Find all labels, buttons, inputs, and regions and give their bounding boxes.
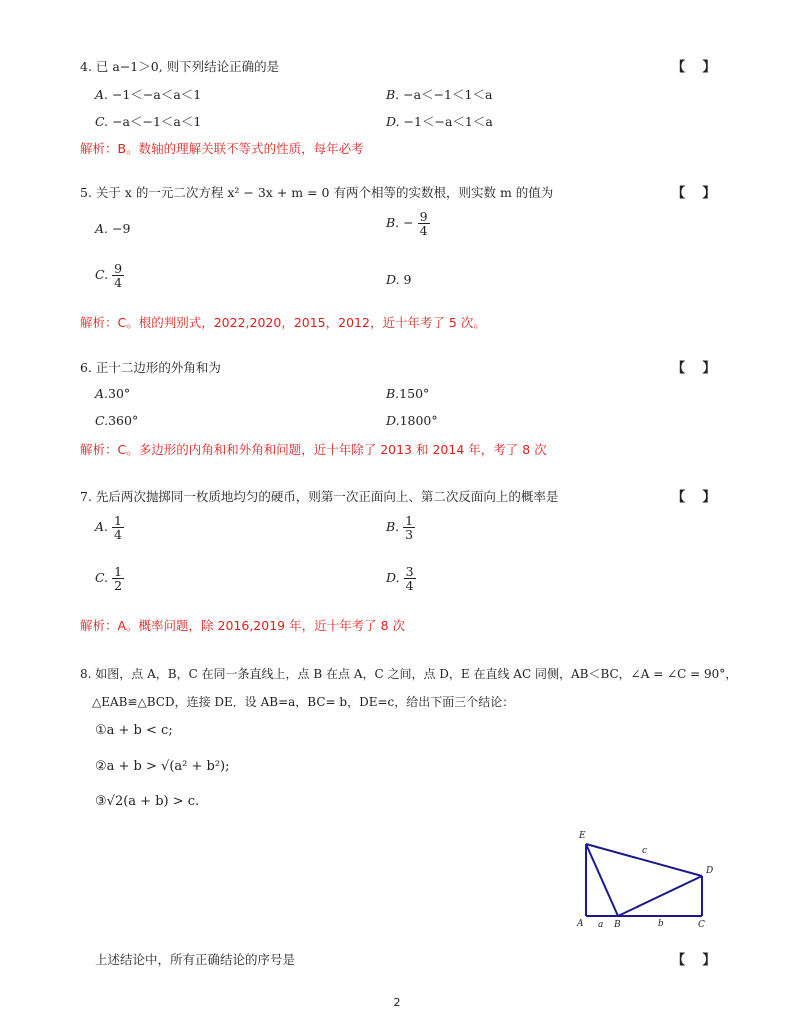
label-b: B <box>614 920 621 930</box>
option-label: C. <box>95 114 109 129</box>
q8-conclusion-1: ①a + b < c; <box>95 723 173 738</box>
option-label: C. <box>95 570 109 586</box>
fraction <box>403 514 415 541</box>
fraction-denominator: 4 <box>114 527 122 543</box>
fraction-numerator: 1 <box>114 513 122 528</box>
option-label: A. <box>95 519 109 535</box>
fraction-denominator: 4 <box>419 223 428 239</box>
q5-option-a[interactable] <box>95 221 130 236</box>
option-label: D. <box>386 272 400 287</box>
fraction <box>404 565 416 592</box>
line-bd <box>618 876 702 916</box>
label-a: A <box>577 919 584 929</box>
fraction <box>418 210 430 237</box>
q8-question: 上述结论中，所有正确结论的序号是 <box>95 952 296 967</box>
q7-option-a[interactable] <box>95 514 124 541</box>
q7-analysis: 解析：A。概率问题，除 2016,2019 年，近十年考了 8 次 <box>80 618 405 633</box>
option-text: 9 <box>403 272 412 287</box>
fraction-numerator: 9 <box>114 261 123 276</box>
fraction <box>112 565 124 592</box>
q6-answer-bracket[interactable]: 【 】 <box>672 361 716 376</box>
fraction-numerator: 1 <box>114 564 123 579</box>
q6-stem: 6. 正十二边形的外角和为 <box>80 360 221 375</box>
q4-option-a[interactable] <box>95 85 201 103</box>
option-text: −a＜−1＜a＜1 <box>112 114 202 129</box>
q4-analysis: 解析：B。数轴的理解关联不等式的性质，每年必考 <box>80 141 364 156</box>
option-label: C. <box>95 267 109 283</box>
fraction-numerator: 1 <box>405 513 414 528</box>
label-a-segment: a <box>598 920 604 930</box>
fraction <box>112 262 124 289</box>
option-label: D. <box>386 413 400 428</box>
option-label: B. <box>386 215 400 231</box>
fraction-numerator: 3 <box>405 564 414 579</box>
q7-option-c[interactable] <box>95 565 124 592</box>
q5-answer-bracket[interactable]: 【 】 <box>672 186 716 201</box>
fraction-denominator: 4 <box>114 275 123 291</box>
q5-stem: 5. 关于 x 的一元二次方程 x² − 3x + m = 0 有两个相等的实数根，则实数 m 的值为 <box>80 185 554 200</box>
q6-option-c[interactable] <box>95 413 138 428</box>
option-sign: − <box>403 215 414 231</box>
option-label: A. <box>95 87 109 102</box>
fraction-denominator: 2 <box>114 578 123 594</box>
option-label: B. <box>386 519 400 535</box>
option-label: D. <box>386 114 400 129</box>
q4-stem: 4. 已 a−1＞0, 则下列结论正确的是 <box>80 59 280 74</box>
q8-answer-bracket[interactable]: 【 】 <box>672 953 716 968</box>
q4-option-c[interactable] <box>95 112 201 130</box>
option-text: −1＜−a＜a＜1 <box>112 87 202 102</box>
option-label: B. <box>386 386 400 401</box>
option-text: 150° <box>399 386 430 401</box>
fraction-numerator: 9 <box>419 209 428 224</box>
q8-conclusion-3: ③√2(a + b) > c. <box>95 794 200 809</box>
q5-analysis: 解析：C。根的判别式，2022,2020，2015，2012，近十年考了 5 次。 <box>80 315 486 330</box>
option-text: 1800° <box>399 413 438 428</box>
q4-option-b[interactable] <box>386 85 492 103</box>
q6-option-b[interactable] <box>386 386 429 401</box>
option-text: 360° <box>108 413 139 428</box>
label-c-segment: c <box>642 846 648 856</box>
q5-option-d[interactable] <box>386 272 412 287</box>
label-e: E <box>579 831 586 841</box>
q7-option-b[interactable] <box>386 514 415 541</box>
option-label: B. <box>386 87 400 102</box>
option-label: D. <box>386 570 400 586</box>
page-number: 2 <box>393 996 401 1009</box>
label-d: D <box>706 866 714 876</box>
q5-option-c[interactable] <box>95 262 124 289</box>
q7-option-d[interactable] <box>386 565 416 592</box>
fraction-denominator: 4 <box>405 578 414 594</box>
q7-answer-bracket[interactable]: 【 】 <box>672 490 716 505</box>
q8-stem-line2: △EAB≌△BCD，连接 DE．设 AB=a，BC= b，DE=c，给出下面三个结论： <box>92 695 515 709</box>
q8-conclusion-2: ②a + b > √(a² + b²); <box>95 759 230 774</box>
label-c: C <box>698 920 705 930</box>
line-eb <box>586 844 618 916</box>
q4-option-d[interactable] <box>386 112 493 130</box>
option-text: 30° <box>108 386 131 401</box>
option-text: −9 <box>112 221 131 236</box>
q6-analysis: 解析：C。多边形的内角和和外角和问题，近十年除了 2013 和 2014 年，考了 8 次 <box>80 442 547 457</box>
option-text: −1＜−a＜1＜a <box>403 114 493 129</box>
fraction-denominator: 3 <box>405 527 414 543</box>
label-b-segment: b <box>658 919 664 929</box>
fraction <box>112 514 124 541</box>
option-label: A. <box>95 386 109 401</box>
q8-stem-line1: 8. 如图，点 A，B，C 在同一条直线上，点 B 在点 A，C 之间，点 D，E 在直线 AC 同侧，AB＜BC，∠A = ∠C = 90°， <box>80 667 738 681</box>
q7-stem: 7. 先后两次抛掷同一枚质地均匀的硬币，则第一次正面向上、第二次反面向上的概率是 <box>80 489 559 504</box>
option-text: −a＜−1＜1＜a <box>403 87 493 102</box>
q6-option-a[interactable] <box>95 386 130 401</box>
q6-option-d[interactable] <box>386 413 438 428</box>
q4-answer-bracket[interactable]: 【 】 <box>672 60 716 75</box>
option-label: C. <box>95 413 109 428</box>
q5-option-b[interactable] <box>386 210 430 237</box>
q8-geometry-figure <box>572 826 722 932</box>
option-label: A. <box>95 221 109 236</box>
